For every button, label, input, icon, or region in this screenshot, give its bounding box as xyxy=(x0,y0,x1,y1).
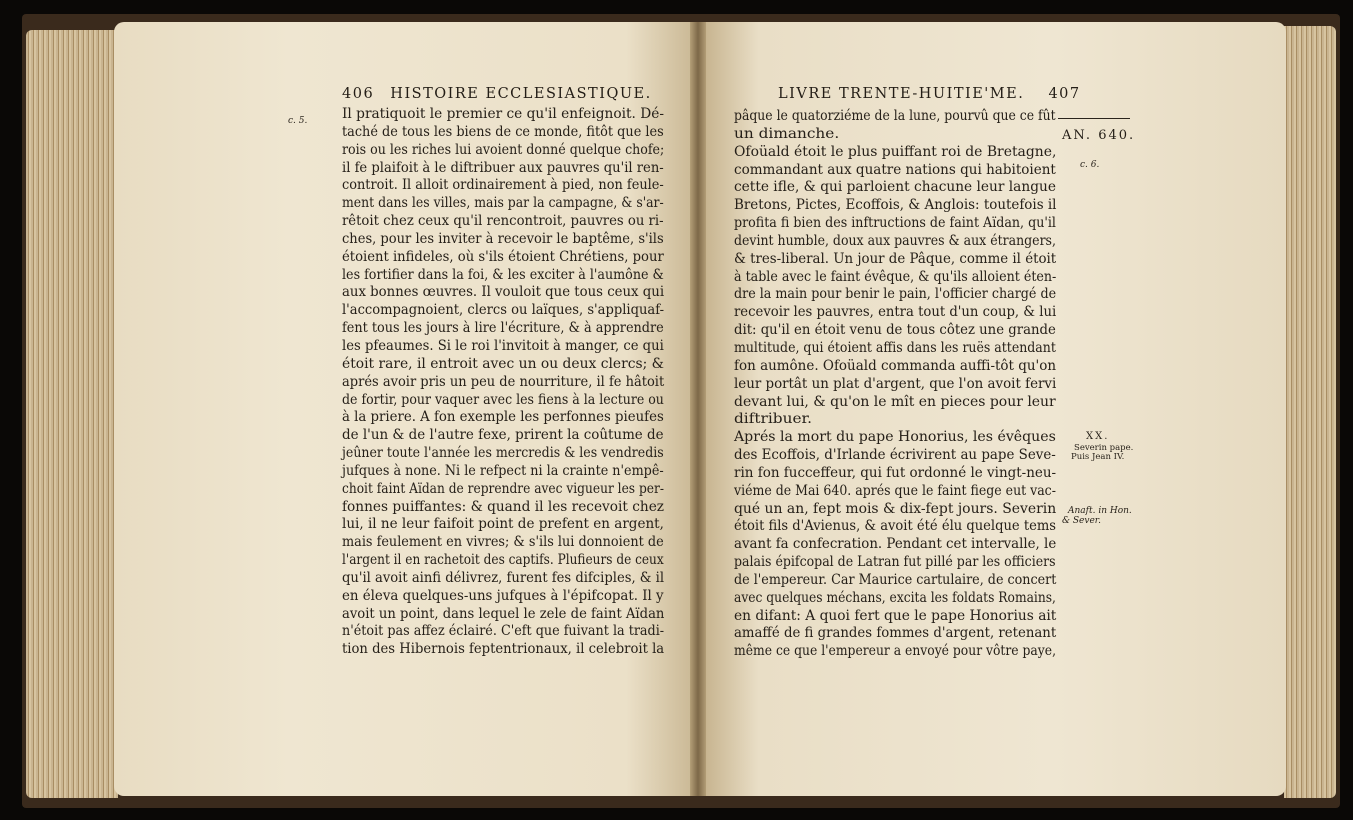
text-line: palais épifcopal de Latran fut pillé par les officiers xyxy=(734,554,1056,571)
text-line: ment dans les villes, mais par la campagne, & s'ar- xyxy=(342,195,664,212)
text-line: devint humble, doux aux pauvres & aux étrangers, xyxy=(734,232,1056,249)
margin-note-severin: Severin pape. xyxy=(1074,443,1134,453)
text-line: aux bonnes œuvres. Il vouloit que tous ceux qui xyxy=(342,284,665,301)
left-running-head xyxy=(342,86,652,108)
text-line: rin fon fucceffeur, qui fut ordonné le vingt-neu- xyxy=(734,464,1057,481)
right-page-edges xyxy=(1284,26,1336,798)
text-line: mais feulement en vivres; & s'ils lui donnoient de xyxy=(342,534,664,551)
text-line: dre la main pour benir le pain, l'officier chargé de xyxy=(734,286,1057,303)
text-line: fonnes puiffantes: & quand il les recevoit chez xyxy=(342,498,664,515)
text-line: recevoir les pauvres, entra tout d'un coup, & lui xyxy=(734,304,1057,321)
text-line: étoit fils d'Avienus, & avoit été élu quelque tems xyxy=(734,518,1056,535)
right-page-number: 407 xyxy=(1048,86,1081,102)
left-page-number: 406 xyxy=(342,86,375,102)
right-running-head xyxy=(778,86,1081,108)
text-line: à la priere. A fon exemple les perfonnes pieufes xyxy=(342,409,664,426)
left-page-body xyxy=(342,106,719,659)
text-line: multitude, qui étoient affis dans les ruës attendant xyxy=(734,339,1056,356)
text-line: des Ecoffois, d'Irlande écrivirent au pape Seve- xyxy=(734,447,1056,464)
text-line: Il pratiquoit le premier ce qu'il enfeignoit. Dé- xyxy=(342,106,664,122)
text-line: de l'un & de l'autre fexe, prirent la coûtume de xyxy=(342,427,664,444)
text-line: à table avec le faint évêque, & qu'ils alloient éten- xyxy=(734,268,1057,285)
text-line: les fortifier dans la foi, & les exciter à l'aumône & xyxy=(342,266,664,283)
text-line: profita fi bien des inftructions de faint Aïdan, qu'il xyxy=(734,215,1056,232)
text-line: même ce que l'empereur a envoyé pour vôtre paye, xyxy=(734,643,1056,660)
text-line: aprés avoir pris un peu de nourriture, il fe hâtoit xyxy=(342,373,665,390)
left-running-title: HISTOIRE ECCLESIASTIQUE. xyxy=(390,86,652,102)
text-line: un dimanche. xyxy=(734,125,840,142)
text-line: Bretons, Pictes, Ecoffois, & Anglois: toutefois il xyxy=(734,197,1057,214)
text-line: & tres-liberal. Un jour de Pâque, comme il étoit xyxy=(734,250,1057,267)
left-margin-ref: c. 5. xyxy=(288,116,308,126)
text-line: en difant: A quoi fert que le pape Honorius ait xyxy=(734,607,1057,624)
margin-year: AN. 640. xyxy=(1062,128,1136,143)
text-line: amaffé de fi grandes fommes d'argent, retenant xyxy=(734,625,1057,642)
margin-note-chapter: c. 6. xyxy=(1080,160,1100,170)
margin-note-sever: & Sever. xyxy=(1062,516,1101,526)
text-line: rois ou les riches lui avoient donné quelque chofe; xyxy=(342,141,665,158)
text-line: étoient infideles, où s'ils étoient Chrétiens, pour xyxy=(342,248,664,265)
text-line: fon aumône. Ofoüald commanda auffi-tôt qu'on xyxy=(734,357,1057,374)
text-line: l'argent il en rachetoit des captifs. Plufieurs de ceux xyxy=(342,552,664,569)
text-line: commandant aux quatre nations qui habitoient xyxy=(734,161,1056,178)
text-line: l'accompagnoient, clercs ou laïques, s'appliquaf- xyxy=(342,302,665,319)
text-line: choit faint Aïdan de reprendre avec vigueur les per- xyxy=(342,480,664,497)
text-line: en éleva quelques-uns jufques à l'épifcopat. Il y xyxy=(342,587,664,604)
text-line: diftribuer. xyxy=(734,411,813,428)
text-line: de l'empereur. Car Maurice cartulaire, de concert xyxy=(734,571,1057,588)
text-line: il fe plaifoit à le diftribuer aux pauvres qu'il ren- xyxy=(342,159,664,176)
text-line: controit. Il alloit ordinairement à pied, non feule- xyxy=(342,177,664,194)
text-line: qué un an, fept mois & dix-fept jours. Severin xyxy=(734,500,1057,517)
text-line: ches, pour les inviter à recevoir le baptême, s'ils xyxy=(342,230,664,247)
text-line: cette ifle, & qui parloient chacune leur langue xyxy=(734,179,1056,196)
text-line: lui, il ne leur faifoit point de prefent en argent, xyxy=(342,516,664,533)
right-running-title: LIVRE TRENTE-HUITIE'ME. xyxy=(778,86,1025,102)
text-line: étoit rare, il entroit avec un ou deux clercs; & xyxy=(342,355,664,372)
text-line: qu'il avoit ainfi délivrez, furent fes difciples, & il xyxy=(342,569,665,586)
text-line: Ofoüald étoit le plus puiffant roi de Bretagne, xyxy=(734,143,1057,160)
margin-note-jean: Puis Jean IV. xyxy=(1071,452,1125,462)
text-line: rêtoit chez ceux qu'il rencontroit, pauvres ou ri- xyxy=(342,213,664,230)
text-line: les pfeaumes. Si le roi l'invitoit à manger, ce qui xyxy=(342,337,664,354)
text-line: pâque le quatorziéme de la lune, pourvû que ce fût xyxy=(734,108,1056,124)
text-line: leur portât un plat d'argent, que l'on avoit fervi xyxy=(734,375,1057,392)
text-line: avec quelques méchans, excita les foldats Romains, xyxy=(734,589,1056,606)
right-page-body xyxy=(734,108,1106,661)
text-line: avant fa confecration. Pendant cet intervalle, le xyxy=(734,536,1057,553)
margin-note-section: XX. xyxy=(1086,431,1110,442)
text-line: viéme de Mai 640. aprés que le faint fiege eut vac- xyxy=(734,482,1056,499)
text-line: de fortir, pour vaquer avec les fiens à la lecture ou xyxy=(342,391,664,408)
left-page-edges xyxy=(26,30,118,798)
text-line: avoit un point, dans lequel le zele de faint Aïdan xyxy=(342,605,665,622)
text-line: fent tous les jours à lire l'écriture, & à apprendre xyxy=(342,320,664,337)
text-line: tion des Hibernois feptentrionaux, il celebroit la xyxy=(342,641,665,658)
text-line: jufques à none. Ni le refpect ni la crainte n'empê- xyxy=(342,462,664,479)
margin-note-anast: Anaft. in Hon. xyxy=(1068,506,1132,516)
text-line: Aprés la mort du pape Honorius, les évêques xyxy=(734,429,1056,446)
text-line: taché de tous les biens de ce monde, fitôt que les xyxy=(342,123,664,140)
text-line: jeûner toute l'année les mercredis & les vendredis xyxy=(342,445,664,462)
text-line: n'étoit pas affez éclairé. C'eft que fuivant la tradi- xyxy=(342,623,665,640)
text-line: dit: qu'il en étoit venu de tous côtez une grande xyxy=(734,322,1056,339)
text-line: devant lui, & qu'on le mît en pieces pour leur xyxy=(734,393,1056,410)
